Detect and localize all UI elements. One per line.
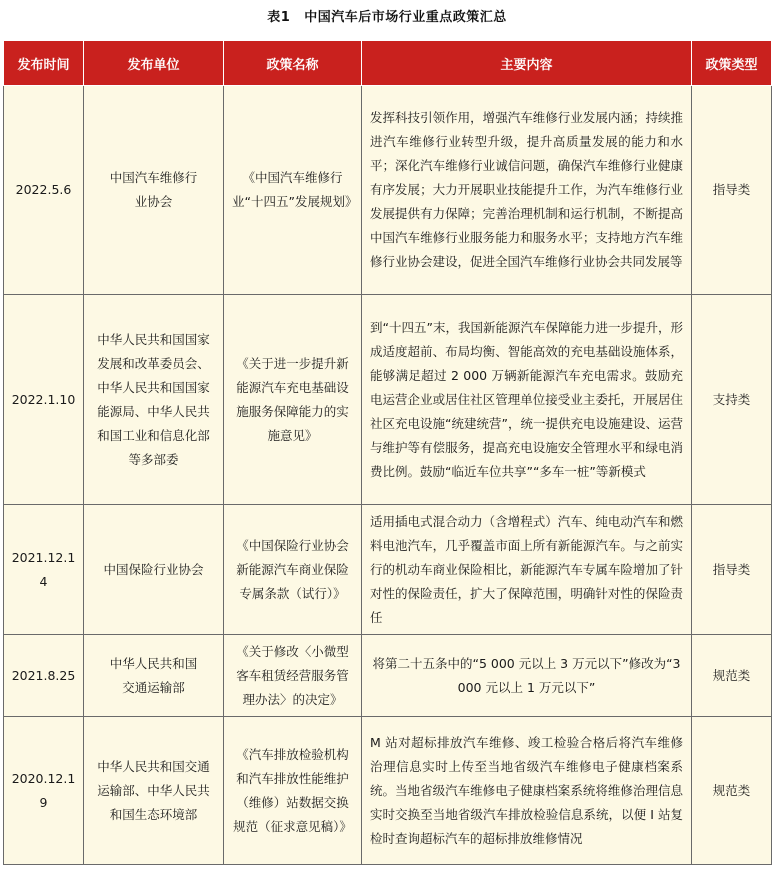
cell-content — [362, 717, 692, 865]
header-type: 政策类型 — [692, 41, 772, 86]
cell-type: 规范类 — [692, 717, 772, 865]
cell-date: 2021.12.14 — [4, 505, 84, 635]
cell-type: 指导类 — [692, 86, 772, 295]
cell-issuer: 中国保险行业协会 — [84, 505, 224, 635]
table-row — [4, 295, 772, 505]
header-issuer: 发布单位 — [84, 41, 224, 86]
header-date: 发布时间 — [4, 41, 84, 86]
cell-type: 支持类 — [692, 295, 772, 505]
content-text: 将第二十五条中的“5 000 元以上 3 万元以下”修改为“3 000 元以上 1 万元以下” — [372, 655, 681, 695]
cell-content — [362, 86, 692, 295]
table-row — [4, 505, 772, 635]
table-row — [4, 86, 772, 295]
cell-issuer: 中国汽车维修行业协会 — [84, 86, 224, 295]
cell-issuer: 中华人民共和国国家发展和改革委员会、中华人民共和国国家能源局、中华人民共和国工业和信息化部等多部委 — [84, 295, 224, 505]
content-text: 适用插电式混合动力（含增程式）汽车、纯电动汽车和燃料电池汽车，几乎覆盖市面上所有新能源汽车。与之前实行的机动车商业保险相比，新能源汽车专属车险增加了针对性的保险责任，扩大了保障范围，明确针对性的保险责任 — [370, 513, 683, 625]
content-text: M 站对超标排放汽车维修、竣工检验合格后将汽车维修治理信息实时上传至当地省级汽车维修电子健康档案系统。当地省级汽车维修电子健康档案系统将维修治理信息实时交换至当地省级汽车排放检验信息系统，以便 I 站复检时查询超标汽车的超标排放维修情况 — [370, 734, 683, 846]
header-content: 主要内容 — [362, 41, 692, 86]
cell-policy-name: 《汽车排放检验机构和汽车排放性能维护（维修）站数据交换规范（征求意见稿）》 — [224, 717, 362, 865]
table-row — [4, 717, 772, 865]
cell-date: 2021.8.25 — [4, 635, 84, 717]
cell-policy-name: 《关于进一步提升新能源汽车充电基础设施服务保障能力的实施意见》 — [224, 295, 362, 505]
header-row — [4, 41, 772, 86]
cell-content — [362, 635, 692, 717]
content-text: 发挥科技引领作用，增强汽车维修行业发展内涵；持续推进汽车维修行业转型升级，提升高质量发展的能力和水平；深化汽车维修行业诚信问题，确保汽车维修行业健康有序发展；大力开展职业技能提升工作，为汽车维修行业发展提供有力保障；完善治理机制和运行机制，不断提高中国汽车维修行业服务能力和服务水平；支持地方汽车维修行业协会建设，促进全国汽车维修行业协会共同发展等 — [370, 110, 683, 269]
cell-date: 2020.12.19 — [4, 717, 84, 865]
cell-issuer: 中华人民共和国交通运输部、中华人民共和国生态环境部 — [84, 717, 224, 865]
table-title-text: 中国汽车后市场行业重点政策汇总 — [304, 10, 507, 25]
cell-policy-name: 《中国汽车维修行业“十四五”发展规划》 — [224, 86, 362, 295]
cell-policy-name: 《关于修改〈小微型客车租赁经营服务管理办法〉的决定》 — [224, 635, 362, 717]
content-text: 到“十四五”末，我国新能源汽车保障能力进一步提升，形成适度超前、布局均衡、智能高效的充电基础设施体系，能够满足超过 2 000 万辆新能源汽车充电需求。鼓励充电运营企业或居住社区管理单位接受业主委托，开展居住社区充电设施“统建统营”，统一提供充电设施建设、运营与维护等有偿服务，提高充电设施安全管理水平和绿电消费比例。鼓励“临近车位共享”“多车一桩”等新模式 — [370, 319, 683, 479]
table-title — [0, 6, 774, 25]
cell-date: 2022.1.10 — [4, 295, 84, 505]
cell-type: 指导类 — [692, 505, 772, 635]
cell-issuer: 中华人民共和国交通运输部 — [84, 635, 224, 717]
header-policy-name: 政策名称 — [224, 41, 362, 86]
cell-policy-name: 《中国保险行业协会新能源汽车商业保险专属条款（试行）》 — [224, 505, 362, 635]
cell-type: 规范类 — [692, 635, 772, 717]
table-number: 表1 — [267, 10, 291, 25]
table-row — [4, 635, 772, 717]
cell-date: 2022.5.6 — [4, 86, 84, 295]
cell-content — [362, 505, 692, 635]
policy-table — [3, 40, 772, 865]
cell-content — [362, 295, 692, 505]
